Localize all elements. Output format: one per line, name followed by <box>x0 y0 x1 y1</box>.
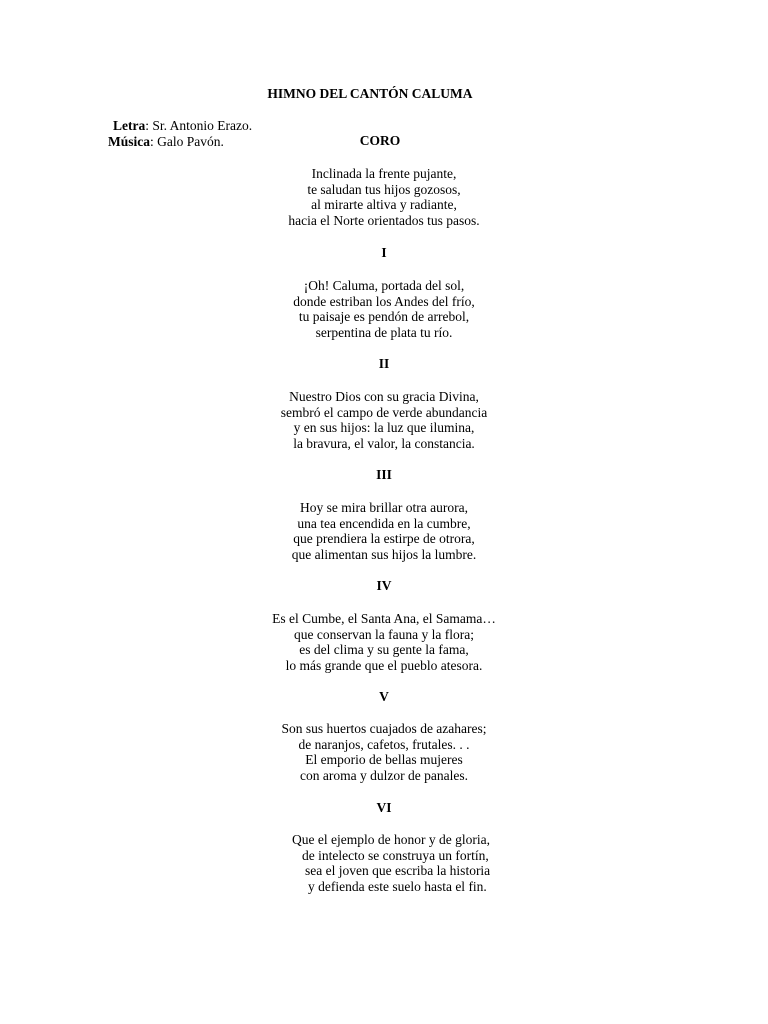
chorus-heading: CORO <box>359 133 401 148</box>
verse-line: sea el joven que escriba la historia <box>305 863 491 878</box>
stanza-heading-v: V <box>379 689 389 704</box>
stanza-verse-iv <box>184 611 584 673</box>
lyrics-label: Letra <box>113 118 146 133</box>
verse-line: serpentina de plata tu río. <box>315 324 453 340</box>
verse-line: que conservan la fauna y la flora; <box>294 626 474 642</box>
stanza-heading-i: I <box>381 245 387 260</box>
stanza-heading-vi: VI <box>376 800 392 815</box>
verse-line: y defienda este suelo hasta el fin. <box>308 878 487 894</box>
verse-line: de naranjos, cafetos, frutales. . . <box>298 736 470 752</box>
verse-line: hacia el Norte orientados tus pasos. <box>288 212 480 228</box>
verse-line: con aroma y dulzor de panales. <box>300 767 468 783</box>
verse-line: es del clima y su gente la fama, <box>299 642 469 657</box>
verse-line: te saludan tus hijos gozosos, <box>307 181 461 197</box>
page-title: HIMNO DEL CANTÓN CALUMA <box>267 86 473 101</box>
verse-line: Hoy se mira brillar otra aurora, <box>300 500 468 515</box>
verse-line: sembró el campo de verde abundancia <box>280 404 488 420</box>
music-label: Música <box>108 133 150 149</box>
verse-line: donde estriban los Andes del frío, <box>293 293 475 309</box>
lyrics-credit <box>108 118 252 134</box>
stanza-verse-v <box>184 721 584 783</box>
chorus-verse <box>184 166 584 228</box>
verse-line: Es el Cumbe, el Santa Ana, el Samama… <box>272 611 496 626</box>
verse-line: la bravura, el valor, la constancia. <box>293 435 475 451</box>
stanza-verse-vi <box>292 832 552 894</box>
stanza-verse-i <box>184 278 584 340</box>
verse-line: Son sus huertos cuajados de azahares; <box>281 721 487 736</box>
verse-line: que alimentan sus hijos la lumbre. <box>291 546 477 562</box>
verse-line: El emporio de bellas mujeres <box>305 752 463 767</box>
verse-line: Nuestro Dios con su gracia Divina, <box>289 389 479 404</box>
verse-line: de intelecto se construya un fortín, <box>302 847 489 863</box>
verse-line: tu paisaje es pendón de arrebol, <box>298 309 470 324</box>
verse-line: y en sus hijos: la luz que ilumina, <box>293 420 475 435</box>
verse-line: Inclinada la frente pujante, <box>311 166 457 181</box>
verse-line: una tea encendida en la cumbre, <box>297 515 471 531</box>
verse-line: lo más grande que el pueblo atesora. <box>285 657 483 673</box>
music-author: : Galo Pavón. <box>150 133 224 149</box>
stanza-verse-iii <box>184 500 584 562</box>
lyrics-author: : Sr. Antonio Erazo. <box>145 118 253 133</box>
stanza-verse-ii <box>184 389 584 451</box>
verse-line: que prendiera la estirpe de otrora, <box>293 531 475 546</box>
verse-line: Que el ejemplo de honor y de gloria, <box>292 832 490 847</box>
verse-line: al mirarte altiva y radiante, <box>311 197 457 212</box>
stanza-heading-ii: II <box>378 356 390 371</box>
stanza-heading-iii: III <box>376 467 392 482</box>
verse-line: ¡Oh! Caluma, portada del sol, <box>303 278 465 293</box>
stanza-heading-iv: IV <box>376 578 392 593</box>
